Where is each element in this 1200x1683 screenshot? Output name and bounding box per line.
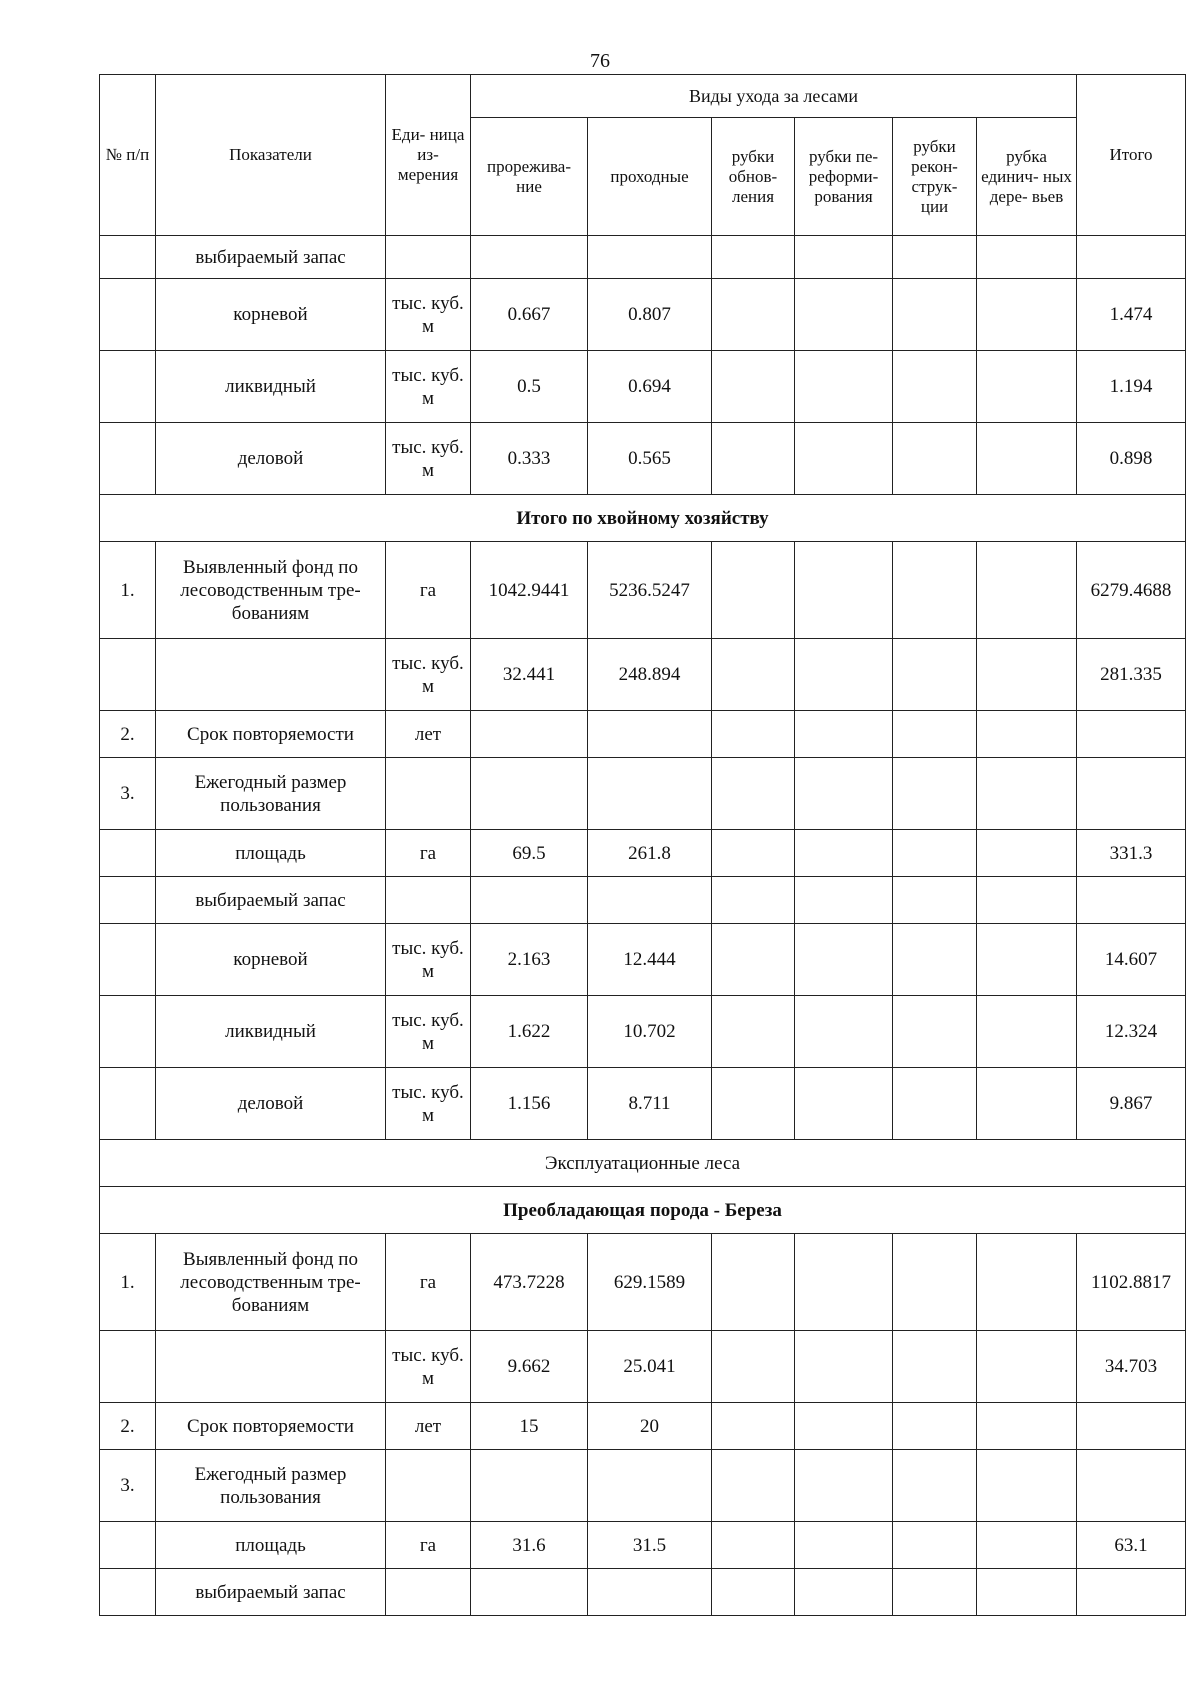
- header-single-trees: рубка единич- ных дере- вьев: [977, 118, 1077, 236]
- row-number: [100, 639, 156, 711]
- value-cell: [712, 996, 795, 1068]
- value-cell: [712, 1569, 795, 1616]
- row-number: [100, 279, 156, 351]
- indicator-label: Выявленный фонд по лесоводственным тре- бованиям: [156, 1234, 386, 1331]
- value-cell: [712, 236, 795, 279]
- value-cell: [893, 711, 977, 758]
- section-row: [100, 1140, 1186, 1187]
- value-cell: 10.702: [588, 996, 712, 1068]
- value-cell: [471, 758, 588, 830]
- value-cell: 248.894: [588, 639, 712, 711]
- total-cell: 34.703: [1077, 1331, 1186, 1403]
- row-number: 1.: [100, 1234, 156, 1331]
- row-number: [100, 1569, 156, 1616]
- value-cell: [977, 711, 1077, 758]
- table-row: [100, 351, 1186, 423]
- value-cell: 5236.5247: [588, 542, 712, 639]
- table-row: [100, 1068, 1186, 1140]
- row-number: [100, 1522, 156, 1569]
- total-cell: [1077, 1403, 1186, 1450]
- value-cell: [471, 1450, 588, 1522]
- value-cell: [712, 1522, 795, 1569]
- value-cell: [588, 711, 712, 758]
- unit-cell: [386, 877, 471, 924]
- table-row: [100, 542, 1186, 639]
- value-cell: [893, 1569, 977, 1616]
- total-cell: 1.474: [1077, 279, 1186, 351]
- total-cell: 6279.4688: [1077, 542, 1186, 639]
- table-row: [100, 1450, 1186, 1522]
- table-row: [100, 758, 1186, 830]
- header-indicator: Показатели: [156, 75, 386, 236]
- indicator-label: [156, 639, 386, 711]
- value-cell: [977, 830, 1077, 877]
- value-cell: 69.5: [471, 830, 588, 877]
- row-number: [100, 996, 156, 1068]
- value-cell: [795, 236, 893, 279]
- value-cell: [893, 1068, 977, 1140]
- value-cell: [977, 542, 1077, 639]
- value-cell: [977, 877, 1077, 924]
- value-cell: [977, 279, 1077, 351]
- section-title: Эксплуатационные леса: [100, 1140, 1186, 1187]
- row-number: 2.: [100, 1403, 156, 1450]
- unit-cell: лет: [386, 711, 471, 758]
- value-cell: [471, 1569, 588, 1616]
- table-row: [100, 639, 1186, 711]
- value-cell: [588, 758, 712, 830]
- value-cell: [893, 236, 977, 279]
- table-row: [100, 423, 1186, 495]
- value-cell: [977, 639, 1077, 711]
- value-cell: [893, 758, 977, 830]
- table-row: [100, 1331, 1186, 1403]
- value-cell: [977, 351, 1077, 423]
- unit-cell: тыс. куб. м: [386, 924, 471, 996]
- unit-cell: [386, 1569, 471, 1616]
- value-cell: 629.1589: [588, 1234, 712, 1331]
- header-total: Итого: [1077, 75, 1186, 236]
- value-cell: [712, 423, 795, 495]
- table-row: [100, 1234, 1186, 1331]
- value-cell: [977, 1234, 1077, 1331]
- unit-cell: [386, 758, 471, 830]
- table-row: [100, 711, 1186, 758]
- total-cell: [1077, 1569, 1186, 1616]
- value-cell: [795, 996, 893, 1068]
- value-cell: 8.711: [588, 1068, 712, 1140]
- row-number: 1.: [100, 542, 156, 639]
- total-cell: 0.898: [1077, 423, 1186, 495]
- total-cell: 12.324: [1077, 996, 1186, 1068]
- value-cell: 25.041: [588, 1331, 712, 1403]
- value-cell: [893, 877, 977, 924]
- value-cell: [712, 1331, 795, 1403]
- row-number: [100, 423, 156, 495]
- value-cell: [977, 423, 1077, 495]
- total-cell: 63.1: [1077, 1522, 1186, 1569]
- section-row: [100, 1187, 1186, 1234]
- value-cell: 12.444: [588, 924, 712, 996]
- header-renewal: рубки обнов- ления: [712, 118, 795, 236]
- value-cell: [893, 279, 977, 351]
- header-thinning: прорежива- ние: [471, 118, 588, 236]
- value-cell: [977, 758, 1077, 830]
- section-title: Итого по хвойному хозяйству: [100, 495, 1186, 542]
- indicator-label: деловой: [156, 423, 386, 495]
- value-cell: 0.333: [471, 423, 588, 495]
- value-cell: [795, 423, 893, 495]
- header-care-types: Виды ухода за лесами: [471, 75, 1077, 118]
- table-row: [100, 830, 1186, 877]
- value-cell: [712, 542, 795, 639]
- unit-cell: га: [386, 542, 471, 639]
- row-number: 2.: [100, 711, 156, 758]
- value-cell: [795, 758, 893, 830]
- value-cell: [795, 711, 893, 758]
- value-cell: 15: [471, 1403, 588, 1450]
- row-number: [100, 1068, 156, 1140]
- total-cell: [1077, 1450, 1186, 1522]
- value-cell: [471, 711, 588, 758]
- total-cell: 9.867: [1077, 1068, 1186, 1140]
- indicator-label: площадь: [156, 830, 386, 877]
- value-cell: [588, 877, 712, 924]
- value-cell: 0.565: [588, 423, 712, 495]
- value-cell: [893, 1234, 977, 1331]
- unit-cell: тыс. куб. м: [386, 639, 471, 711]
- unit-cell: тыс. куб. м: [386, 1331, 471, 1403]
- value-cell: [588, 236, 712, 279]
- value-cell: [795, 830, 893, 877]
- row-number: [100, 1331, 156, 1403]
- unit-cell: [386, 236, 471, 279]
- table-row: [100, 996, 1186, 1068]
- table-header: [100, 75, 1186, 236]
- unit-cell: тыс. куб. м: [386, 351, 471, 423]
- table-row: [100, 1403, 1186, 1450]
- header-reconstruction: рубки рекон- струк- ции: [893, 118, 977, 236]
- total-cell: 331.3: [1077, 830, 1186, 877]
- value-cell: [588, 1450, 712, 1522]
- value-cell: [588, 1569, 712, 1616]
- indicator-label: [156, 1331, 386, 1403]
- row-number: [100, 877, 156, 924]
- value-cell: [712, 1234, 795, 1331]
- unit-cell: тыс. куб. м: [386, 1068, 471, 1140]
- value-cell: 1042.9441: [471, 542, 588, 639]
- value-cell: [893, 542, 977, 639]
- value-cell: 9.662: [471, 1331, 588, 1403]
- value-cell: 32.441: [471, 639, 588, 711]
- value-cell: [795, 1569, 893, 1616]
- value-cell: [795, 1068, 893, 1140]
- unit-cell: тыс. куб. м: [386, 423, 471, 495]
- value-cell: [893, 1522, 977, 1569]
- row-number: [100, 830, 156, 877]
- value-cell: [977, 1450, 1077, 1522]
- value-cell: [712, 1450, 795, 1522]
- section-title: Преобладающая порода - Береза: [100, 1187, 1186, 1234]
- indicator-label: корневой: [156, 279, 386, 351]
- value-cell: [893, 423, 977, 495]
- value-cell: [712, 924, 795, 996]
- value-cell: [712, 1403, 795, 1450]
- header-reformation: рубки пе- реформи- рования: [795, 118, 893, 236]
- unit-cell: га: [386, 1234, 471, 1331]
- value-cell: [795, 1331, 893, 1403]
- table-row: [100, 1569, 1186, 1616]
- total-cell: 14.607: [1077, 924, 1186, 996]
- unit-cell: га: [386, 830, 471, 877]
- indicator-label: ликвидный: [156, 996, 386, 1068]
- value-cell: [795, 351, 893, 423]
- value-cell: [712, 351, 795, 423]
- value-cell: [712, 711, 795, 758]
- value-cell: 31.5: [588, 1522, 712, 1569]
- indicator-label: площадь: [156, 1522, 386, 1569]
- value-cell: [977, 236, 1077, 279]
- indicator-label: деловой: [156, 1068, 386, 1140]
- value-cell: 20: [588, 1403, 712, 1450]
- value-cell: [977, 1068, 1077, 1140]
- total-cell: 1.194: [1077, 351, 1186, 423]
- indicator-label: выбираемый запас: [156, 1569, 386, 1616]
- value-cell: 261.8: [588, 830, 712, 877]
- value-cell: [712, 877, 795, 924]
- value-cell: [795, 542, 893, 639]
- total-cell: [1077, 236, 1186, 279]
- row-number: 3.: [100, 758, 156, 830]
- value-cell: [893, 1331, 977, 1403]
- unit-cell: га: [386, 1522, 471, 1569]
- value-cell: [893, 830, 977, 877]
- value-cell: [795, 1403, 893, 1450]
- value-cell: 0.667: [471, 279, 588, 351]
- header-unit: Еди- ница из- мерения: [386, 75, 471, 236]
- indicator-label: ликвидный: [156, 351, 386, 423]
- value-cell: [795, 924, 893, 996]
- forest-care-table: [99, 74, 1186, 1616]
- value-cell: [977, 924, 1077, 996]
- value-cell: [977, 1403, 1077, 1450]
- value-cell: [795, 639, 893, 711]
- header-num: № п/п: [100, 75, 156, 236]
- value-cell: [712, 830, 795, 877]
- value-cell: [795, 1522, 893, 1569]
- indicator-label: Выявленный фонд по лесоводственным тре- бованиям: [156, 542, 386, 639]
- value-cell: 0.807: [588, 279, 712, 351]
- value-cell: [893, 1450, 977, 1522]
- value-cell: [893, 639, 977, 711]
- header-passing: проходные: [588, 118, 712, 236]
- indicator-label: Срок повторяемости: [156, 1403, 386, 1450]
- table-row: [100, 1522, 1186, 1569]
- indicator-label: Срок повторяемости: [156, 711, 386, 758]
- table-row: [100, 877, 1186, 924]
- value-cell: [712, 758, 795, 830]
- table-body: [100, 236, 1186, 1616]
- value-cell: [712, 1068, 795, 1140]
- value-cell: [471, 877, 588, 924]
- value-cell: [795, 1234, 893, 1331]
- row-number: [100, 351, 156, 423]
- value-cell: [893, 996, 977, 1068]
- table-row: [100, 924, 1186, 996]
- value-cell: 31.6: [471, 1522, 588, 1569]
- value-cell: [795, 1450, 893, 1522]
- total-cell: 1102.8817: [1077, 1234, 1186, 1331]
- value-cell: [795, 279, 893, 351]
- value-cell: 2.163: [471, 924, 588, 996]
- row-number: [100, 236, 156, 279]
- page-number: 76: [590, 50, 610, 72]
- total-cell: [1077, 711, 1186, 758]
- unit-cell: лет: [386, 1403, 471, 1450]
- total-cell: [1077, 877, 1186, 924]
- value-cell: [977, 1569, 1077, 1616]
- value-cell: [795, 877, 893, 924]
- indicator-label: Ежегодный размер пользования: [156, 1450, 386, 1522]
- value-cell: [471, 236, 588, 279]
- value-cell: [977, 996, 1077, 1068]
- unit-cell: тыс. куб. м: [386, 279, 471, 351]
- value-cell: [977, 1522, 1077, 1569]
- value-cell: [712, 279, 795, 351]
- value-cell: 1.156: [471, 1068, 588, 1140]
- unit-cell: [386, 1450, 471, 1522]
- value-cell: [712, 639, 795, 711]
- total-cell: 281.335: [1077, 639, 1186, 711]
- value-cell: 0.5: [471, 351, 588, 423]
- value-cell: [977, 1331, 1077, 1403]
- row-number: 3.: [100, 1450, 156, 1522]
- value-cell: [893, 1403, 977, 1450]
- row-number: [100, 924, 156, 996]
- table-row: [100, 279, 1186, 351]
- unit-cell: тыс. куб. м: [386, 996, 471, 1068]
- total-cell: [1077, 758, 1186, 830]
- value-cell: 1.622: [471, 996, 588, 1068]
- indicator-label: корневой: [156, 924, 386, 996]
- indicator-label: Ежегодный размер пользования: [156, 758, 386, 830]
- section-row: [100, 495, 1186, 542]
- value-cell: 473.7228: [471, 1234, 588, 1331]
- table-row: [100, 236, 1186, 279]
- value-cell: [893, 351, 977, 423]
- indicator-label: выбираемый запас: [156, 236, 386, 279]
- indicator-label: выбираемый запас: [156, 877, 386, 924]
- value-cell: [893, 924, 977, 996]
- value-cell: 0.694: [588, 351, 712, 423]
